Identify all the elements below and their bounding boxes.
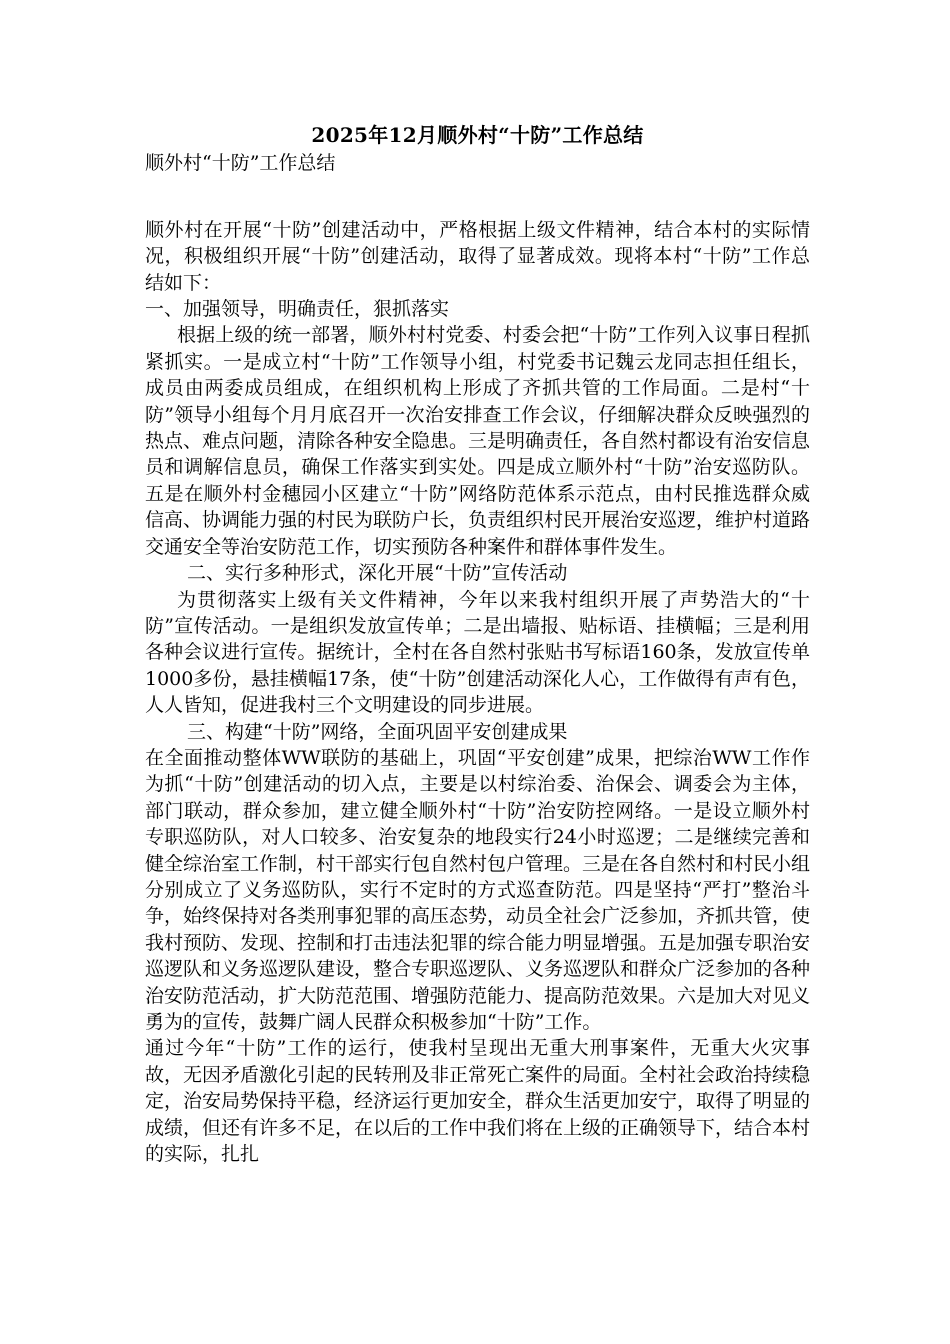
document-title: 2025年12月顺外村“十防”工作总结 <box>311 123 644 147</box>
section-2-paragraph: 为贯彻落实上级有关文件精神，今年以来我村组织开展了声势浩大的“十防”宣传活动。一是组织发放宣传单；二是出墙报、贴标语、挂横幅；三是利用各种会议进行宣传。据统计，全村在各自然村张贴书写标语160条，发放宣传单1000多份，悬挂横幅17条，使“十防”创建活动深化人心，工作做得有声有色，人人皆知，促进我村三个文明建设的同步进展。 <box>145 588 810 717</box>
document-subtitle: 顺外村“十防”工作总结 <box>145 152 336 175</box>
intro-paragraph: 顺外村在开展“十防”创建活动中，严格根据上级文件精神，结合本村的实际情况，积极组织开展“十防”创建活动，取得了显著成效。现将本村“十防”工作总结如下： <box>145 218 810 294</box>
section-heading-1: 一、加强领导，明确责任，狠抓落实 <box>145 298 450 321</box>
document-body <box>145 122 810 1167</box>
conclusion-paragraph: 通过今年“十防”工作的运行，使我村呈现出无重大刑事案件，无重大火灾事故，无因矛盾激化引起的民转刑及非正常死亡案件的局面。全村社会政治持续稳定，治安局势保持平稳，经济运行更加安全，群众生活更加安宁，取得了明显的成绩，但还有许多不足，在以后的工作中我们将在上级的正确领导下，结合本村的实际，扎扎 <box>145 1037 811 1166</box>
section-3-paragraph: 在全面推动整体WW联防的基础上，巩固“平安创建”成果，把综治WW工作作为抓“十防”创建活动的切入点，主要是以村综治委、治保会、调委会为主体，部门联动，群众参加，建立健全顺外村“十防”治安防控网络。一是设立顺外村专职巡防队，对人口较多、治安复杂的地段实行24小时巡逻；二是继续完善和健全综治室工作制，村干部实行包自然村包户管理。三是在各自然村和村民小组分别成立了义务巡防队，实行不定时的方式巡查防范。四是坚持“严打”整治斗争，始终保持对各类刑事犯罪的高压态势，动员全社会广泛参加，齐抓共管，使我村预防、发现、控制和打击违法犯罪的综合能力明显增强。五是加强专职治安巡逻队和义务巡逻队建设，整合专职巡逻队、义务巡逻队和群众广泛参加的各种治安防范活动，扩大防范范围、增强防范能力、提高防范效果。六是加大对见义勇为的宣传，鼓舞广阔人民群众积极参加“十防”工作。 <box>145 746 811 1033</box>
section-1-paragraph: 根据上级的统一部署，顺外村村党委、村委会把“十防”工作列入议事日程抓紧抓实。一是成立村“十防”工作领导小组，村党委书记魏云龙同志担任组长，成员由两委成员组成，在组织机构上形成了齐抓共管的工作局面。二是村“十防”领导小组每个月月底召开一次治安排查工作会议，仔细解决群众反映强烈的热点、难点问题，清除各种安全隐患。三是明确责任，各自然村都设有治安信息员和调解信息员，确保工作落实到实处。四是成立顺外村“十防”治安巡防队。五是在顺外村金穗园小区建立“十防”网络防范体系示范点，由村民推选群众威信高、协调能力强的村民为联防户长，负责组织村民开展治安巡逻，维护村道路交通安全等治安防范工作，切实预防各种案件和群体事件发生。 <box>145 324 811 558</box>
section-heading-3: 三、构建“十防”网络，全面巩固平安创建成果 <box>187 720 568 743</box>
section-heading-2: 二、实行多种形式，深化开展“十防”宣传活动 <box>187 562 568 585</box>
